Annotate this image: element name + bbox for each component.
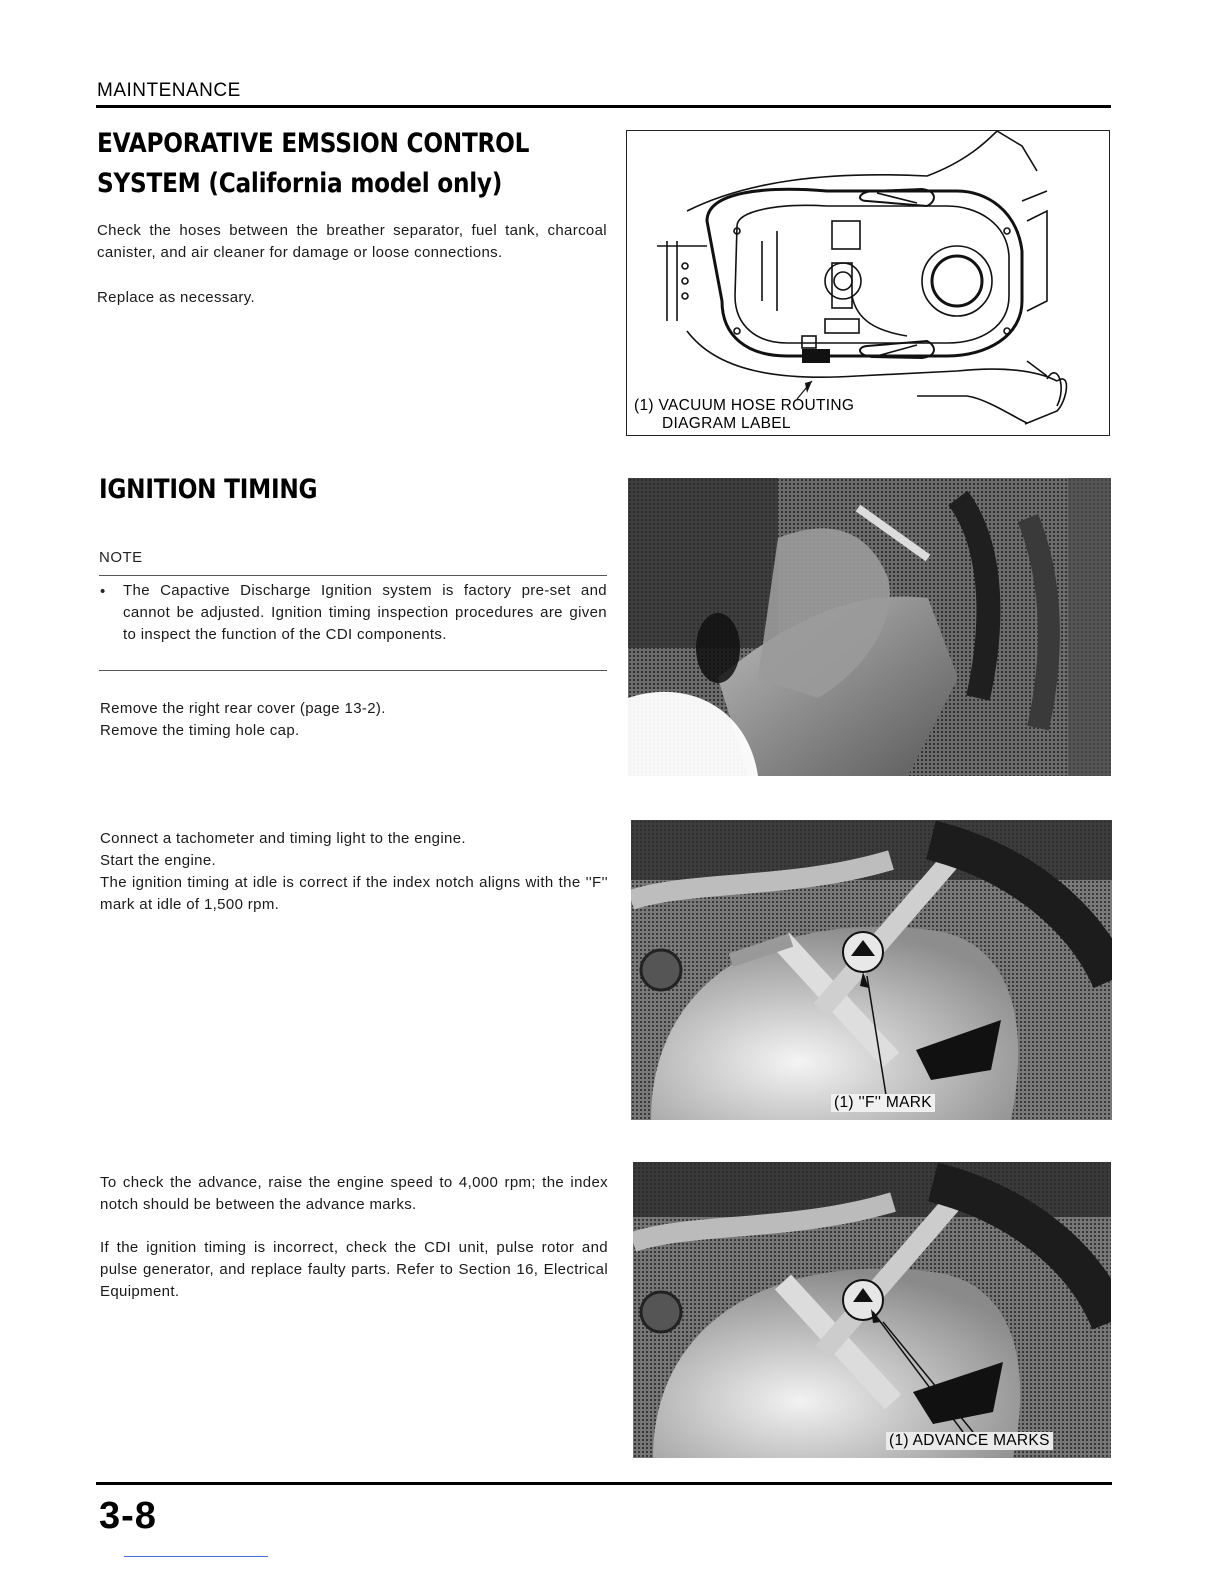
f-mark-photo [631,820,1112,1120]
header-rule [96,105,1111,108]
remove-cap-text: Remove the timing hole cap. [100,722,300,739]
connect-tachometer-text: Connect a tachometer and timing light to the engine. [100,830,466,847]
evap-heading [97,124,529,204]
vacuum-hose-diagram [626,130,1110,436]
scan-artifact-line [124,1556,268,1557]
note-label: NOTE [99,549,143,566]
note-text: The Capactive Discharge Ignition system is factory pre-set and cannot be adjusted. Ignition timing inspection procedures are given to inspect the function of the CDI components. [123,582,607,643]
note-rule-bottom [99,670,607,671]
idle-timing-text: The ignition timing at idle is correct if the index notch aligns with the ''F'' mark at idle of 1,500 rpm. [100,874,608,913]
advance-marks-photo [633,1162,1111,1458]
evap-replace-text: Replace as necessary. [97,289,255,306]
vacuum-hose-drawing [627,131,1108,434]
note-bullet: • [100,583,106,600]
advance-check-text: To check the advance, raise the engine speed to 4,000 rpm; the index notch should be between the advance marks. [100,1174,608,1213]
ignition-heading: IGNITION TIMING [99,474,318,505]
page-number: 3-8 [99,1495,157,1537]
vacuum-hose-caption-line1: (1) VACUUM HOSE ROUTING [634,397,855,414]
engine-photo-cover [628,478,1111,776]
footer-rule [96,1482,1112,1485]
f-mark-caption: (1) ''F'' MARK [831,1094,935,1112]
evap-heading-line2: SYSTEM (California model only) [97,168,503,199]
note-rule-top [99,575,607,576]
start-engine-text: Start the engine. [100,852,217,869]
evap-paragraph: Check the hoses between the breather separator, fuel tank, charcoal canister, and air cleaner for damage or loose connections. [97,222,607,261]
remove-cover-text: Remove the right rear cover (page 13-2). [100,700,386,717]
evap-heading-line1: EVAPORATIVE EMSSION CONTROL [97,128,530,159]
vacuum-hose-caption-line2: DIAGRAM LABEL [662,415,791,432]
incorrect-timing-text: If the ignition timing is incorrect, check the CDI unit, pulse rotor and pulse generator, and replace faulty parts. Refer to Section 16, Electrical Equipment. [100,1239,608,1300]
section-label: MAINTENANCE [97,80,241,101]
advance-marks-caption: (1) ADVANCE MARKS [886,1432,1053,1450]
